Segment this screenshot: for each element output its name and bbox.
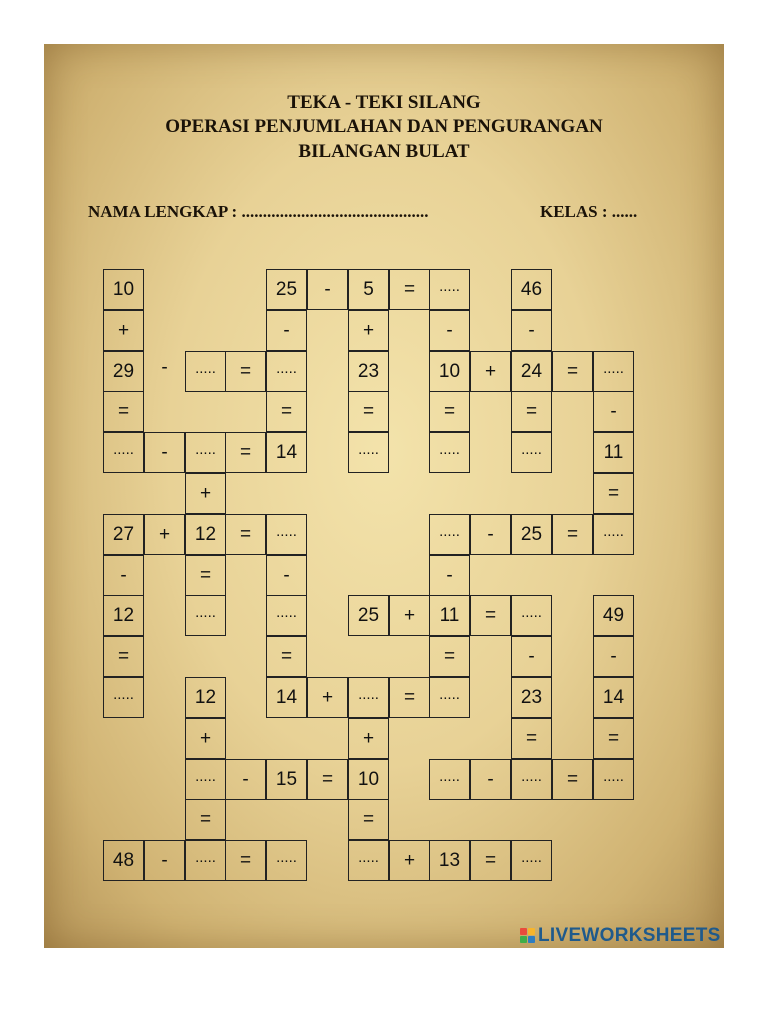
answer-cell[interactable]: ..... <box>266 351 307 392</box>
answer-cell[interactable]: ..... <box>511 595 552 636</box>
puzzle-cell: = <box>266 636 307 677</box>
puzzle-cell: = <box>348 391 389 432</box>
answer-cell[interactable]: ..... <box>429 759 470 800</box>
puzzle-cell: 5 <box>348 269 389 310</box>
puzzle-cell: 27 <box>103 514 144 555</box>
puzzle-cell: + <box>348 718 389 759</box>
puzzle-cell: = <box>185 799 226 840</box>
puzzle-cell: = <box>511 391 552 432</box>
puzzle-cell: - <box>429 310 470 351</box>
puzzle-cell: 24 <box>511 351 552 392</box>
puzzle-cell: 11 <box>593 432 634 473</box>
watermark-text: LIVEWORKSHEETS <box>538 925 721 946</box>
answer-cell[interactable]: ..... <box>185 840 226 881</box>
puzzle-cell: = <box>389 269 430 310</box>
puzzle-cell: - <box>470 759 511 800</box>
puzzle-cell: 25 <box>266 269 307 310</box>
puzzle-cell: 14 <box>593 677 634 718</box>
puzzle-cell: - <box>307 269 348 310</box>
puzzle-cell: = <box>429 391 470 432</box>
puzzle-cell: = <box>185 555 226 596</box>
puzzle-cell: = <box>429 636 470 677</box>
answer-cell[interactable]: ..... <box>593 351 634 392</box>
puzzle-cell: + <box>144 514 185 555</box>
puzzle-cell: - <box>511 310 552 351</box>
puzzle-cell: 49 <box>593 595 634 636</box>
puzzle-cell: - <box>144 840 185 881</box>
puzzle-cell: - <box>266 555 307 596</box>
puzzle-cell: = <box>348 799 389 840</box>
puzzle-cell: 12 <box>185 514 226 555</box>
puzzle-cell: 11 <box>429 595 470 636</box>
answer-cell[interactable]: ..... <box>429 677 470 718</box>
puzzle-cell: - <box>103 555 144 596</box>
answer-cell[interactable]: ..... <box>185 595 226 636</box>
puzzle-cell: = <box>593 718 634 759</box>
puzzle-cell: = <box>511 718 552 759</box>
puzzle-cell: 25 <box>348 595 389 636</box>
puzzle-cell: 15 <box>266 759 307 800</box>
puzzle-cell: - <box>144 432 185 473</box>
puzzle-cell: 29 <box>103 351 144 392</box>
puzzle-cell: - <box>266 310 307 351</box>
puzzle-cell: 25 <box>511 514 552 555</box>
puzzle-cell: 23 <box>348 351 389 392</box>
answer-cell[interactable]: ..... <box>511 840 552 881</box>
answer-cell[interactable]: ..... <box>429 432 470 473</box>
answer-cell[interactable]: ..... <box>185 432 226 473</box>
answer-cell[interactable]: ..... <box>429 514 470 555</box>
puzzle-cell: = <box>552 759 593 800</box>
answer-cell[interactable]: ..... <box>103 677 144 718</box>
liveworksheets-icon <box>520 928 536 944</box>
name-field-label[interactable]: NAMA LENGKAP : ............................................ <box>88 202 429 221</box>
puzzle-cell: - <box>225 759 266 800</box>
puzzle-cell: + <box>389 840 430 881</box>
puzzle-cell: = <box>552 514 593 555</box>
puzzle-cell: - <box>470 514 511 555</box>
answer-cell[interactable]: ..... <box>511 759 552 800</box>
answer-cell[interactable]: ..... <box>266 840 307 881</box>
puzzle-cell: = <box>225 840 266 881</box>
puzzle-cell: = <box>307 759 348 800</box>
puzzle-cell: 46 <box>511 269 552 310</box>
puzzle-cell: + <box>470 351 511 392</box>
answer-cell[interactable]: ..... <box>593 759 634 800</box>
puzzle-cell: = <box>552 351 593 392</box>
liveworksheets-logo <box>520 925 721 947</box>
puzzle-cell: 10 <box>348 759 389 800</box>
puzzle-cell: 14 <box>266 677 307 718</box>
answer-cell[interactable]: ..... <box>266 595 307 636</box>
puzzle-cell: 48 <box>103 840 144 881</box>
puzzle-cell: 10 <box>103 269 144 310</box>
puzzle-cell: - <box>511 636 552 677</box>
answer-cell[interactable]: ..... <box>511 432 552 473</box>
puzzle-cell: 10 <box>429 351 470 392</box>
puzzle-cell: = <box>225 514 266 555</box>
puzzle-cell: 12 <box>185 677 226 718</box>
puzzle-cell: 13 <box>429 840 470 881</box>
answer-cell[interactable]: ..... <box>185 351 226 392</box>
puzzle-cell: = <box>103 391 144 432</box>
title-line-3: BILANGAN BULAT <box>298 141 470 162</box>
puzzle-cell: + <box>307 677 348 718</box>
puzzle-cell: 23 <box>511 677 552 718</box>
puzzle-cell: = <box>470 840 511 881</box>
puzzle-cell: = <box>225 432 266 473</box>
puzzle-cell: - <box>593 636 634 677</box>
class-field-label[interactable]: KELAS : ...... <box>540 202 638 221</box>
answer-cell[interactable]: ..... <box>429 269 470 310</box>
puzzle-cell: = <box>103 636 144 677</box>
puzzle-cell: - <box>593 391 634 432</box>
answer-cell[interactable]: ..... <box>266 514 307 555</box>
answer-cell[interactable]: ..... <box>348 432 389 473</box>
puzzle-cell: - <box>429 555 470 596</box>
puzzle-cell: = <box>225 351 266 392</box>
puzzle-cell: = <box>470 595 511 636</box>
title-line-2: OPERASI PENJUMLAHAN DAN PENGURANGAN <box>165 116 603 137</box>
puzzle-cell: 14 <box>266 432 307 473</box>
puzzle-cell: 12 <box>103 595 144 636</box>
operator-symbol: - <box>161 356 168 378</box>
puzzle-cell: = <box>593 473 634 514</box>
puzzle-cell: + <box>348 310 389 351</box>
puzzle-cell: + <box>103 310 144 351</box>
puzzle-cell: = <box>389 677 430 718</box>
answer-cell[interactable]: ..... <box>348 677 389 718</box>
puzzle-cell: + <box>185 718 226 759</box>
title-line-1: TEKA - TEKI SILANG <box>287 92 481 113</box>
answer-cell[interactable]: ..... <box>593 514 634 555</box>
answer-cell[interactable]: ..... <box>103 432 144 473</box>
puzzle-cell: = <box>266 391 307 432</box>
puzzle-cell: + <box>185 473 226 514</box>
answer-cell[interactable]: ..... <box>185 759 226 800</box>
puzzle-cell: + <box>389 595 430 636</box>
answer-cell[interactable]: ..... <box>348 840 389 881</box>
